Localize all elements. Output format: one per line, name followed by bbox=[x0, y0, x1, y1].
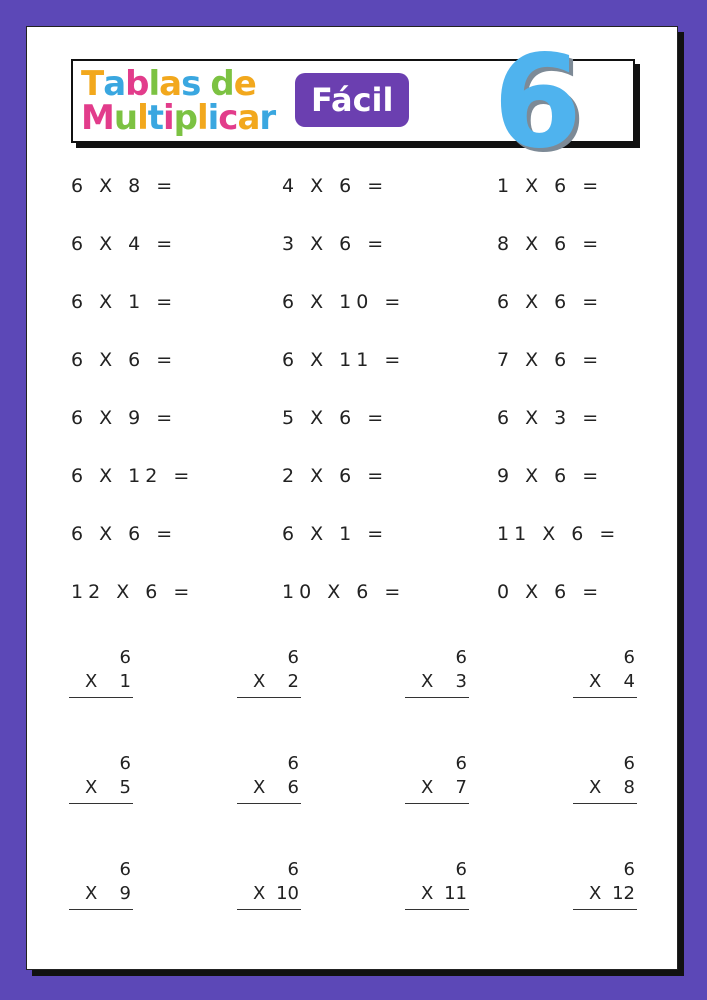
vertical-problem bbox=[573, 753, 637, 803]
vertical-problem bbox=[573, 859, 637, 909]
vertical-problem bbox=[237, 647, 301, 697]
title-letter: T bbox=[81, 64, 104, 104]
title-letter: e bbox=[233, 64, 256, 104]
multiplicand: 6 bbox=[287, 647, 299, 668]
title-letter: a bbox=[103, 64, 126, 104]
operator: X bbox=[253, 777, 266, 798]
multiplier: 5 bbox=[119, 777, 131, 798]
operator: X bbox=[589, 671, 602, 692]
horizontal-problem: 5 X 6 = bbox=[282, 407, 389, 429]
operator: X bbox=[421, 777, 434, 798]
title-letter: l bbox=[148, 64, 160, 104]
multiplicand: 6 bbox=[623, 753, 635, 774]
answer-line bbox=[573, 697, 637, 698]
title-letter: r bbox=[259, 98, 276, 138]
horizontal-problem: 6 X 1 = bbox=[282, 523, 389, 545]
vertical-problem bbox=[573, 647, 637, 697]
title-line-1 bbox=[81, 64, 275, 104]
title-letter: l bbox=[196, 98, 208, 138]
horizontal-problem: 6 X 9 = bbox=[71, 407, 178, 429]
horizontal-problem: 9 X 6 = bbox=[497, 465, 604, 487]
operator: X bbox=[85, 671, 98, 692]
title-letter: l bbox=[137, 98, 148, 138]
horizontal-problem: 11 X 6 = bbox=[497, 523, 621, 545]
title-letter: M bbox=[81, 98, 114, 138]
worksheet-title bbox=[81, 64, 276, 138]
horizontal-problem: 2 X 6 = bbox=[282, 465, 389, 487]
title-letter: b bbox=[125, 64, 149, 104]
table-number: 6 bbox=[493, 28, 583, 177]
answer-line bbox=[69, 803, 133, 804]
answer-line bbox=[237, 697, 301, 698]
multiplicand: 6 bbox=[623, 859, 635, 880]
multiplier: 3 bbox=[455, 671, 467, 692]
multiplicand: 6 bbox=[455, 753, 467, 774]
vertical-problem bbox=[237, 859, 301, 909]
title-letter: i bbox=[207, 98, 219, 138]
operator: X bbox=[589, 777, 602, 798]
title-letter: c bbox=[218, 98, 238, 138]
multiplicand: 6 bbox=[455, 647, 467, 668]
horizontal-problem: 7 X 6 = bbox=[497, 349, 604, 371]
title-letter: t bbox=[147, 98, 163, 138]
multiplier: 10 bbox=[276, 883, 299, 904]
answer-line bbox=[405, 697, 469, 698]
multiplicand: 6 bbox=[119, 753, 131, 774]
horizontal-problem: 12 X 6 = bbox=[71, 581, 195, 603]
operator: X bbox=[589, 883, 602, 904]
answer-line bbox=[69, 697, 133, 698]
vertical-problem bbox=[405, 859, 469, 909]
multiplier: 6 bbox=[287, 777, 299, 798]
horizontal-problem: 6 X 4 = bbox=[71, 233, 178, 255]
multiplier: 1 bbox=[119, 671, 131, 692]
worksheet-page bbox=[26, 26, 678, 970]
horizontal-problem: 6 X 6 = bbox=[71, 523, 178, 545]
multiplier: 2 bbox=[287, 671, 299, 692]
horizontal-problem: 10 X 6 = bbox=[282, 581, 406, 603]
horizontal-problem: 3 X 6 = bbox=[282, 233, 389, 255]
vertical-problem bbox=[69, 859, 133, 909]
title-letter: u bbox=[113, 98, 138, 138]
operator: X bbox=[85, 883, 98, 904]
multiplicand: 6 bbox=[623, 647, 635, 668]
multiplicand: 6 bbox=[119, 647, 131, 668]
multiplier: 7 bbox=[455, 777, 467, 798]
horizontal-problem: 6 X 10 = bbox=[282, 291, 406, 313]
multiplicand: 6 bbox=[287, 859, 299, 880]
multiplicand: 6 bbox=[119, 859, 131, 880]
worksheet-header bbox=[71, 28, 635, 177]
multiplier: 12 bbox=[612, 883, 635, 904]
title-letter: a bbox=[159, 64, 182, 104]
multiplicand: 6 bbox=[287, 753, 299, 774]
answer-line bbox=[573, 803, 637, 804]
horizontal-problem: 8 X 6 = bbox=[497, 233, 604, 255]
vertical-problem bbox=[405, 647, 469, 697]
vertical-problem bbox=[405, 753, 469, 803]
answer-line bbox=[405, 909, 469, 910]
operator: X bbox=[253, 671, 266, 692]
horizontal-problem: 6 X 6 = bbox=[497, 291, 604, 313]
horizontal-problem: 0 X 6 = bbox=[497, 581, 604, 603]
title-letter: d bbox=[210, 64, 234, 104]
multiplicand: 6 bbox=[455, 859, 467, 880]
operator: X bbox=[253, 883, 266, 904]
horizontal-problem: 6 X 11 = bbox=[282, 349, 406, 371]
title-letter: i bbox=[162, 98, 174, 138]
operator: X bbox=[421, 671, 434, 692]
operator: X bbox=[85, 777, 98, 798]
horizontal-problem: 1 X 6 = bbox=[497, 175, 604, 197]
vertical-problem bbox=[237, 753, 301, 803]
multiplier: 8 bbox=[623, 777, 635, 798]
horizontal-problem: 6 X 1 = bbox=[71, 291, 178, 313]
answer-line bbox=[237, 909, 301, 910]
horizontal-problem: 4 X 6 = bbox=[282, 175, 389, 197]
horizontal-problem: 6 X 12 = bbox=[71, 465, 195, 487]
title-line-2 bbox=[81, 98, 276, 138]
answer-line bbox=[237, 803, 301, 804]
answer-line bbox=[573, 909, 637, 910]
multiplier: 9 bbox=[119, 883, 131, 904]
horizontal-problem: 6 X 3 = bbox=[497, 407, 604, 429]
horizontal-problem: 6 X 6 = bbox=[71, 349, 178, 371]
multiplier: 4 bbox=[623, 671, 635, 692]
horizontal-problem: 6 X 8 = bbox=[71, 175, 178, 197]
title-letter: p bbox=[173, 98, 197, 138]
title-letter: s bbox=[181, 64, 201, 104]
operator: X bbox=[421, 883, 434, 904]
multiplier: 11 bbox=[444, 883, 467, 904]
title-letter: a bbox=[237, 98, 260, 138]
vertical-problem bbox=[69, 647, 133, 697]
difficulty-badge: Fácil bbox=[295, 73, 409, 127]
answer-line bbox=[405, 803, 469, 804]
vertical-problem bbox=[69, 753, 133, 803]
answer-line bbox=[69, 909, 133, 910]
